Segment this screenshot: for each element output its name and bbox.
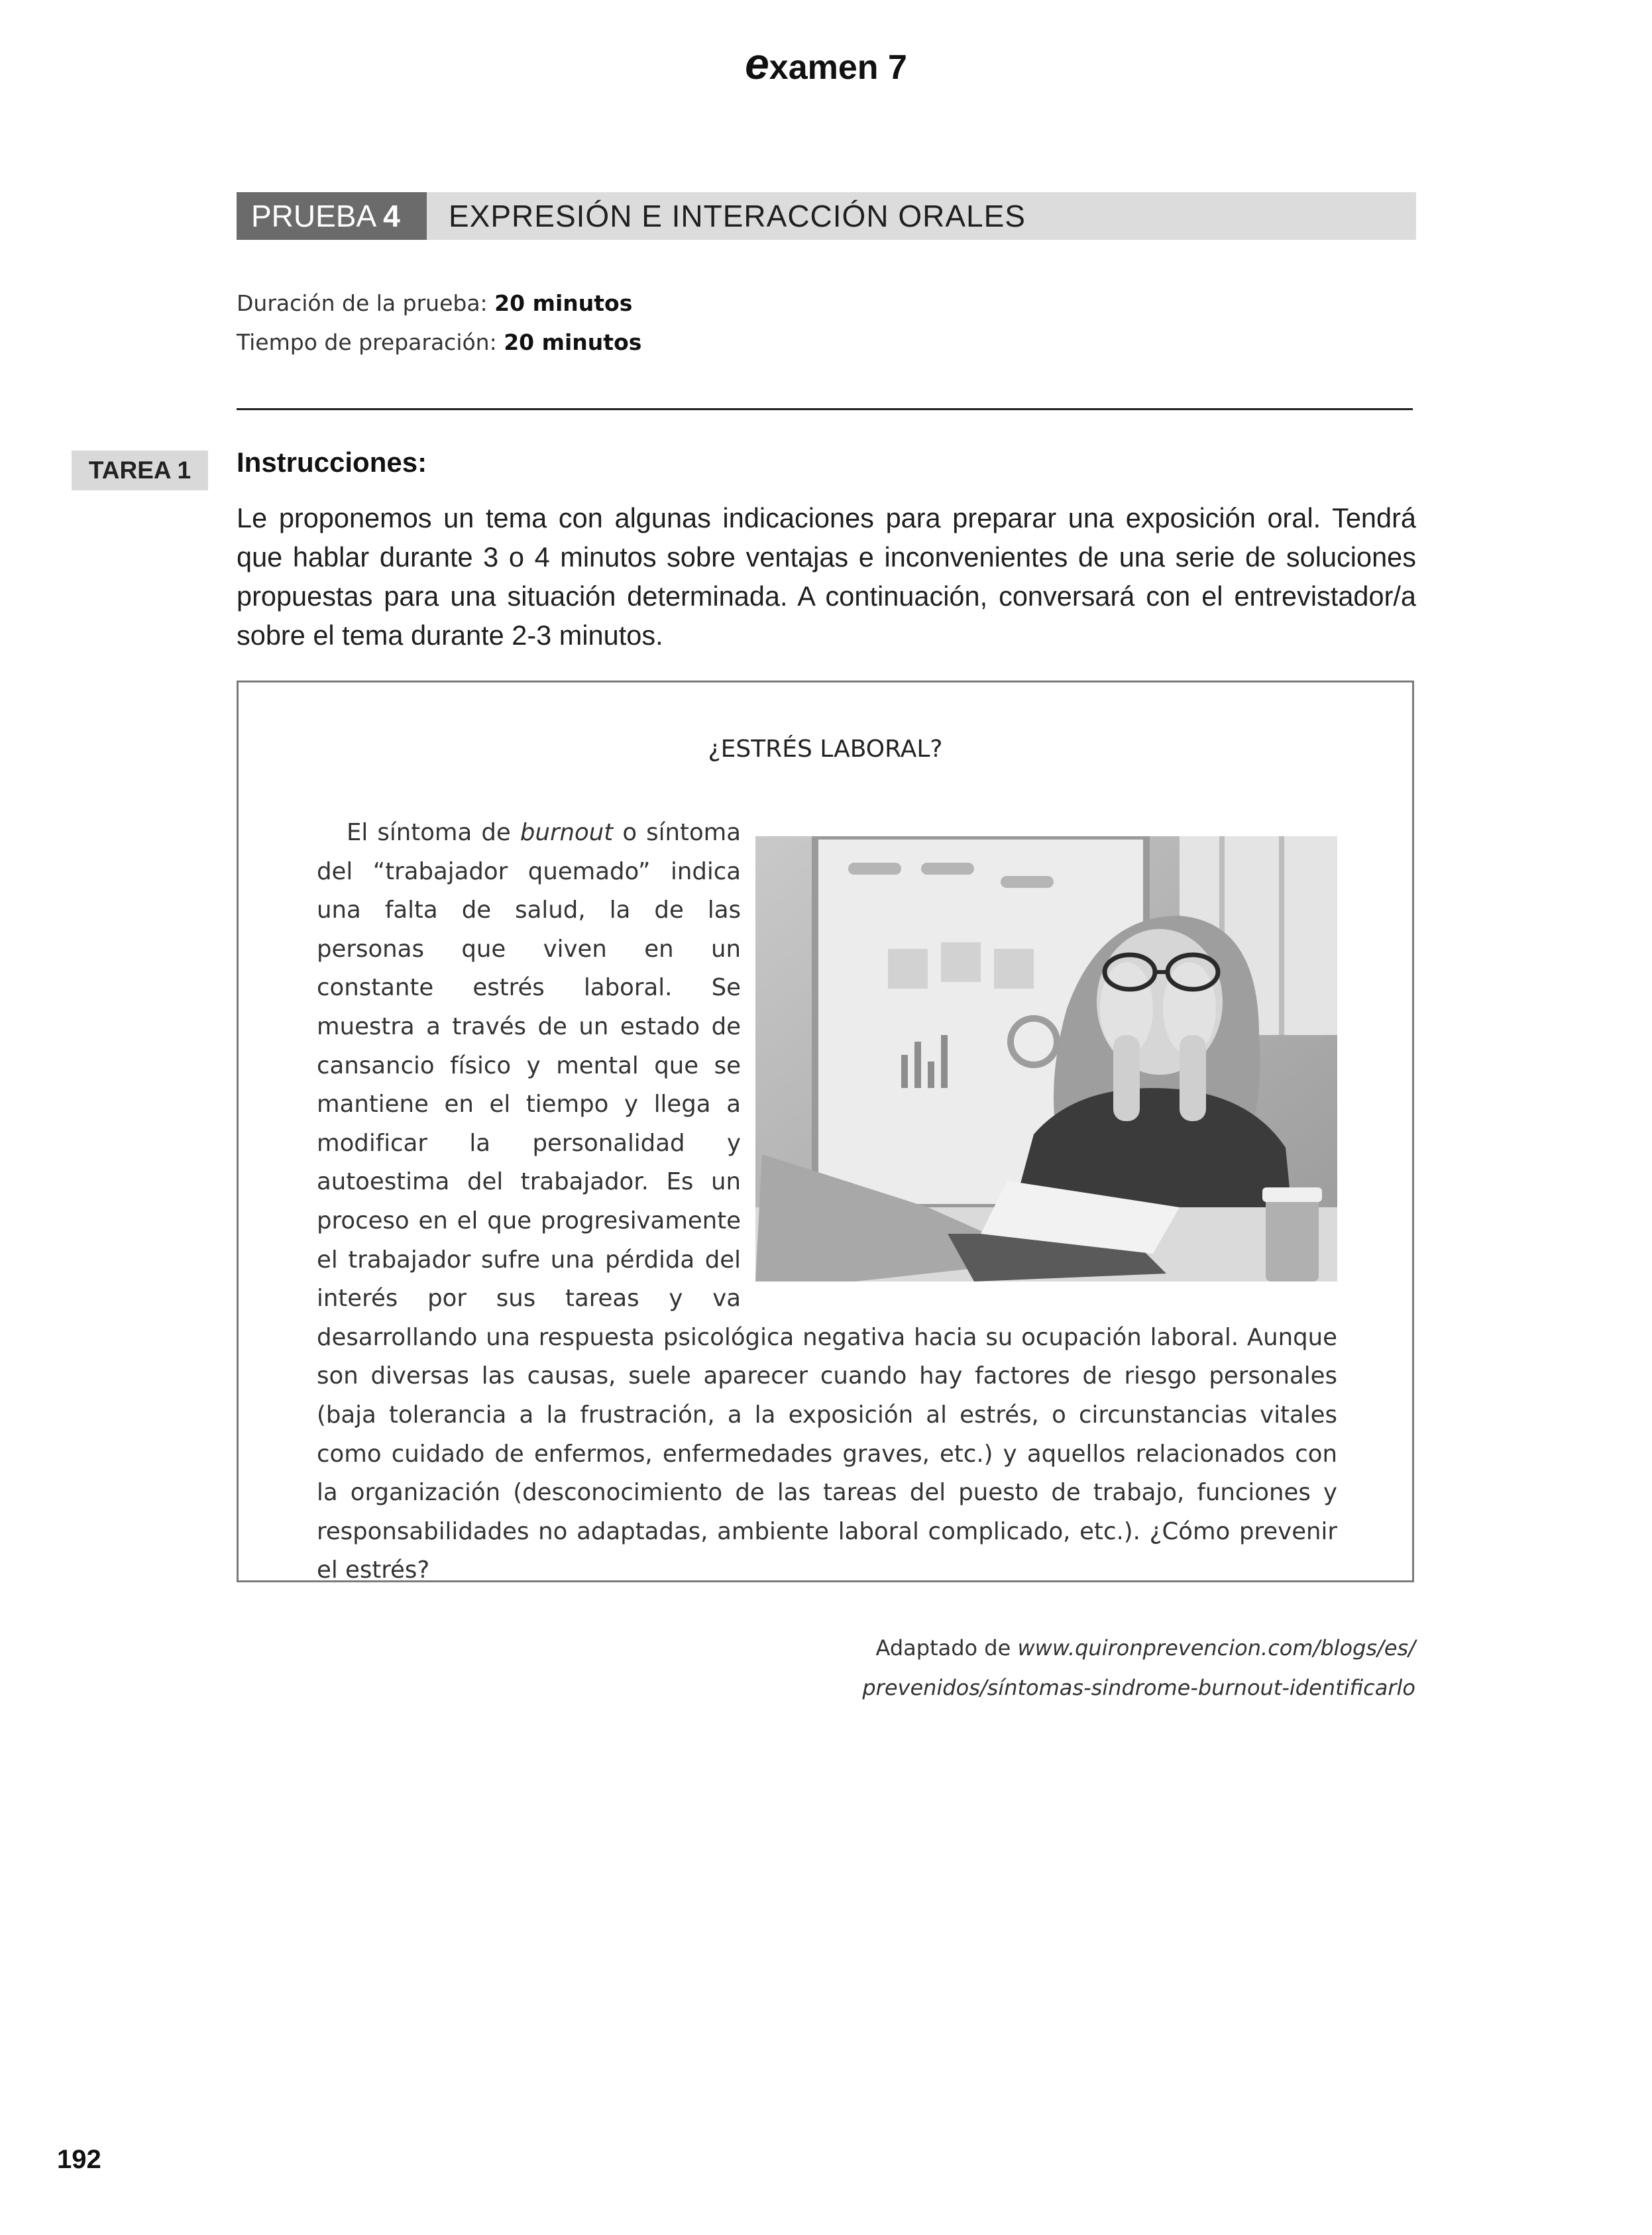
exam-title: examen 7: [745, 39, 907, 88]
section-title: EXPRESIÓN E INTERACCIÓN ORALES: [449, 199, 1026, 233]
stressed-woman-photo: [755, 836, 1337, 1281]
instructions-heading: Instrucciones:: [237, 447, 427, 478]
prueba-label: PRUEBA 4: [237, 192, 427, 240]
prueba-number: 4: [383, 199, 400, 233]
duration-line: Duración de la prueba: 20 minutos: [237, 290, 633, 316]
prep-time-line: Tiempo de preparación: 20 minutos: [237, 329, 642, 355]
source-line-1: Adaptado de www.quironprevencion.com/blogs/es/: [875, 1635, 1415, 1661]
photo-illustration: [755, 836, 1337, 1281]
instructions-text: Le proponemos un tema con algunas indicaciones para preparar una exposición oral. Tendrá que hablar durante 3 o 4 minutos sobre ventajas e inconvenientes de una serie de soluciones propuestas para una situación determinada. A continuación, conversará con el entrevistador/a sobre el tema durante 2-3 minutos.: [237, 502, 1416, 651]
article-title: ¿ESTRÉS LABORAL?: [708, 736, 943, 763]
article-text: El síntoma de burnout o síntoma del “trabajador quemado” indica una falta de salud, la de las personas que viven en un constante estrés laboral. Se muestra a través de un estado de cansancio físico y mental que se mantiene en el tiempo y llega a modificar la personalidad y autoestima del trabajador. Es un proceso en el que progresivamente el trabajador sufre una pérdida del interés por sus tareas y va desarrollando una respuesta psicológica negativa hacia su ocupación laboral. Aunque son diversas las causas, suele aparecer cuando hay factores de riesgo personales (baja tolerancia a la frustración, a la exposición al estrés, o circunstancias vitales como cuidado de enfermos, enfermedades graves, etc.) y aquellos relacionados con la organización (desconocimiento de las tareas del puesto de trabajo, funciones y responsabilidades no adaptadas, ambiente laboral complicado, etc.). ¿Cómo prevenir el estrés?: [317, 819, 1337, 1584]
page-number: 192: [57, 2145, 101, 2174]
divider: [237, 408, 1413, 410]
source-line-2: prevenidos/síntomas-sindrome-burnout-identificarlo: [862, 1675, 1415, 1700]
task-label: TAREA 1: [72, 451, 208, 490]
